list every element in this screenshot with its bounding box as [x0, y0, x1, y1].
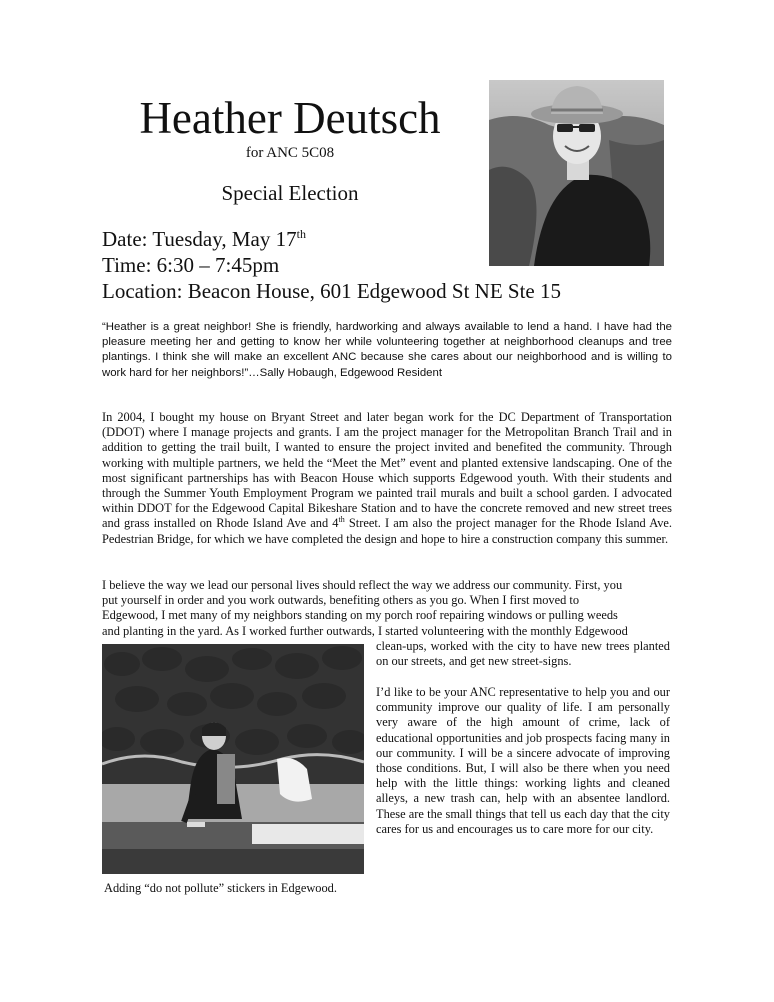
page-subtitle: for ANC 5C08	[245, 145, 335, 161]
philosophy-continuation: clean-ups, worked with the city to have new trees planted on our streets, and get new street-signs.	[376, 639, 670, 669]
philosophy-line-3: Edgewood, I met many of my neighbors standing on my porch roof repairing windows or pulling weeds	[102, 608, 618, 623]
philosophy-paragraph	[102, 578, 670, 639]
philosophy-line-4: and planting in the yard. As I worked further outwards, I started volunteering with the monthly Edgewood	[102, 623, 628, 638]
date-line	[102, 226, 306, 252]
platform-paragraph: I’d like to be your ANC representative to help you and our community improve our quality of life. I am personally very aware of the high amount of crime, lack of educational opportunities and job prospects facing many in our community. I will be a sincere advocate of improving those conditions. But, I will also be there when you need help with the little things: working lights and cleaned alleys, a new trash can, help with an absentee landlord. These are the small things that tell us each day that the city cares for us and encourages us to care more for our city.	[376, 685, 670, 836]
time-line: Time: 6:30 – 7:45pm	[102, 253, 280, 277]
testimonial-quote: “Heather is a great neighbor! She is friendly, hardworking and always available to lend a hand. I have had the pleasure meeting her and getting to know her while volunteering together at neighborhood cleanups and tree plantings. I think she will make an excellent ANC because she cares about our neighborhood and is willing to work hard for her neighbors!”…Sally Hobaugh, Edgewood Resident	[102, 321, 672, 379]
election-heading: Special Election	[221, 181, 359, 205]
bio-paragraph	[102, 410, 672, 547]
photo-caption: Adding “do not pollute” stickers in Edgewood.	[104, 881, 337, 895]
location-line: Location: Beacon House, 601 Edgewood St NE Ste 15	[102, 279, 562, 303]
philosophy-line-1: I believe the way we lead our personal lives should reflect the way we address our community. First, you	[102, 578, 623, 592]
date-suffix: th	[296, 227, 306, 241]
date-text: Date: Tuesday, May 17	[102, 227, 297, 251]
page-title: Heather Deutsch	[139, 93, 441, 143]
candidate-portrait	[489, 80, 664, 266]
philosophy-line-2: put yourself in order and you work outwards, benefiting others as you go. When I first moved to	[102, 593, 580, 608]
bio-text-b: Street. I am also the project manager for the Rhode Island Ave. Pedestrian Bridge, for which we have completed the design and hope to hire a construction company this summer.	[102, 516, 673, 546]
bio-sup: th	[338, 515, 345, 525]
cleanup-photo	[102, 644, 364, 874]
bio-text-a: In 2004, I bought my house on Bryant Street and later began work for the DC Department of Transportation (DDOT) where I manage projects and grants. I am the project manager for the Metropolitan Branch Trail and in addition to getting the trail built, I wanted to ensure the project invited and benefited the community. Through working with multiple partners, we held the “Meet the Met” event and planted extensive landscaping. One of the most significant partnerships has with Beacon House which supports Edgewood youth. With their students and through the Summer Youth Employment Program we painted trail murals and built a school garden. I advocated within DDOT for the Edgewood Capital Bikeshare Station and to have the concrete removed and new street trees and grass installed on Rhode Island Ave and 4	[102, 410, 672, 531]
